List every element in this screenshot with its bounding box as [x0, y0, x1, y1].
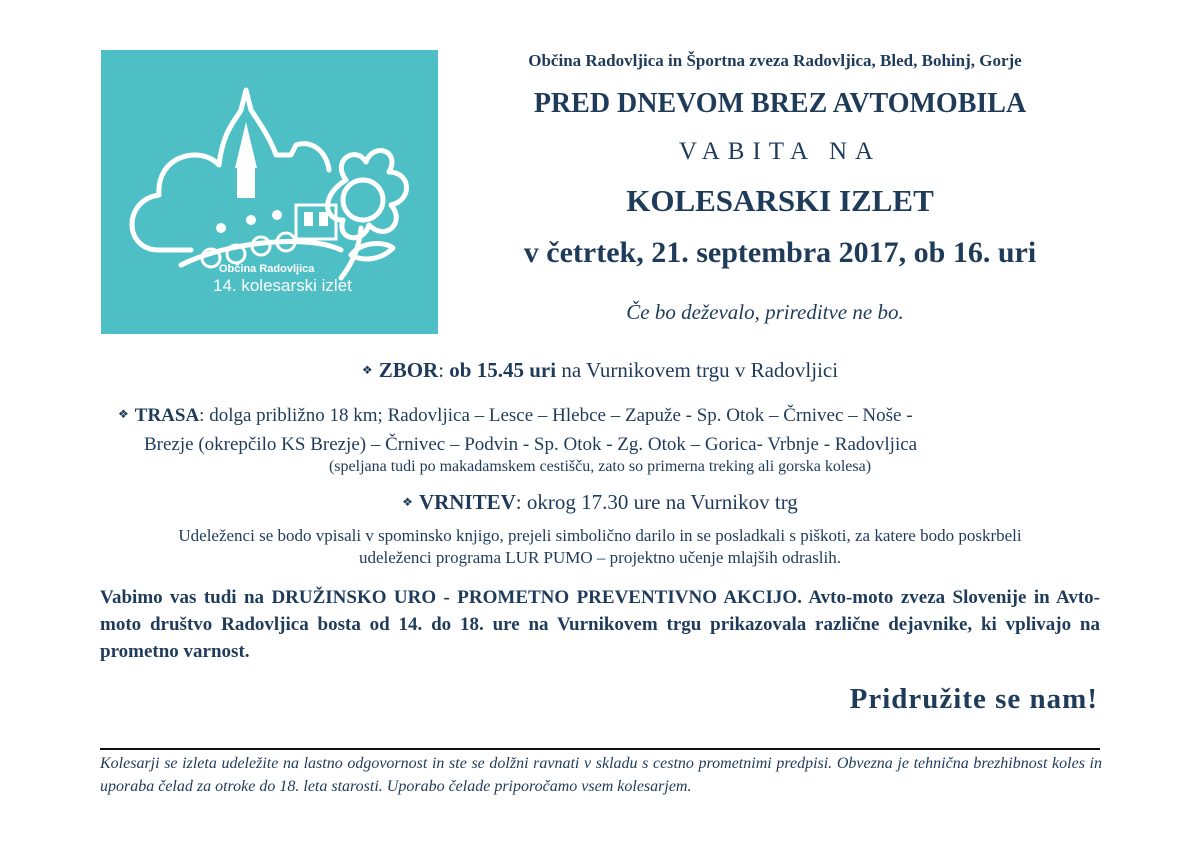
participants-note: [100, 525, 1100, 569]
invite-line: VABITA NA: [678, 138, 882, 165]
zbor-sep: :: [438, 358, 450, 382]
vrnitev-label: VRNITEV: [418, 490, 516, 514]
event-logo: [101, 50, 438, 334]
join-us: Pridružite se nam!: [849, 683, 1098, 715]
diamond-bullet-icon: ❖: [361, 363, 373, 377]
event-date: v četrtek, 21. septembra 2017, ob 16. uri: [523, 236, 1037, 269]
trasa-line1: : dolga približno 18 km; Radovljica – Lesce – Hlebce – Zapuže - Sp. Otok – Črnivec – Noše -: [199, 405, 913, 426]
vrnitev-text: : okrog 17.30 ure na Vurnikov trg: [515, 490, 798, 514]
diamond-bullet-icon: ❖: [118, 407, 129, 421]
participants-line2: udeleženci programa LUR PUMO – projektno učenje mlajših odraslih.: [358, 548, 842, 567]
zbor-line: [100, 358, 1100, 383]
zbor-place: na Vurnikovem trgu v Radovljici: [556, 358, 839, 382]
page-title: PRED DNEVOM BREZ AVTOMOBILA: [533, 88, 1027, 119]
zbor-label: ZBOR: [378, 358, 439, 382]
trasa-line2: Brezje (okrepčilo KS Brezje) – Črnivec – Podvin - Sp. Otok - Zg. Otok – Gorica- Vrbnje - Radovljica: [144, 434, 918, 455]
trasa-block: [118, 400, 1108, 459]
rain-note: Če bo deževalo, prireditve ne bo.: [626, 300, 904, 324]
event-name: KOLESARSKI IZLET: [626, 183, 934, 218]
cycling-town-icon: [101, 50, 438, 334]
vrnitev-line: [100, 490, 1100, 515]
disclaimer: Kolesarji se izleta udeležite na lastno odgovornost in ste se dolžni ravnati v skladu s cestno prometnimi predpisi. Obvezna je tehnična brezhibnost koles in uporaba čelad za otroke do 18. leta starosti. Uporabo čelade priporočamo vsem kolesarjem.: [100, 755, 1102, 795]
participants-line1: Udeleženci se bodo vpisali v spominsko knjigo, prejeli simbolično darilo in se posladkali s piškoti, za katere bodo poskrbeli: [178, 526, 1022, 545]
trasa-label: TRASA: [134, 405, 200, 426]
family-invite: Vabimo vas tudi na DRUŽINSKO URO - PROMETNO PREVENTIVNO AKCIJO. Avto-moto zveza Slovenije in Avto-moto društvo Radovljica bosta od 14. do 18. ure na Vurnikovem trgu prikazovala različne dejavnike, ki vplivajo na prometno varnost.: [100, 587, 1100, 662]
organizers: Občina Radovljica in Športna zveza Radovljica, Bled, Bohinj, Gorje: [528, 51, 1022, 70]
divider: [100, 748, 1100, 750]
zbor-time: ob 15.45 uri: [449, 358, 557, 382]
diamond-bullet-icon: ❖: [402, 495, 413, 509]
logo-title-text: 14. kolesarski izlet: [213, 276, 352, 295]
logo-org-text: Občina Radovljica: [219, 263, 315, 275]
trasa-note: (speljana tudi po makadamskem cestišču, zato so primerna treking ali gorska kolesa): [328, 458, 872, 475]
